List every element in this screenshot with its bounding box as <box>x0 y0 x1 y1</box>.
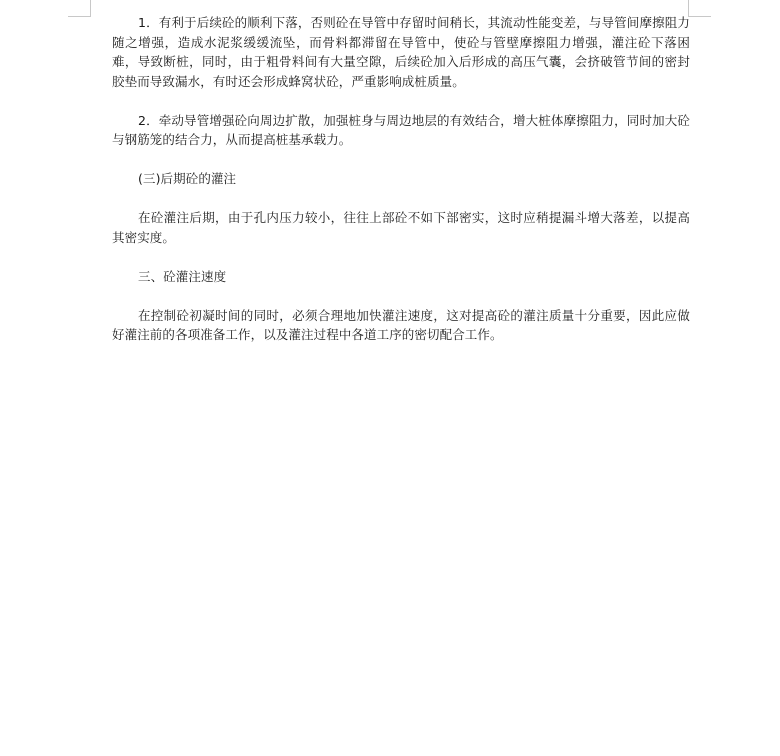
paragraph-spacer <box>112 189 690 209</box>
section-heading-pour-speed: 三、砼灌注速度 <box>138 268 227 284</box>
paragraph-spacer <box>112 150 690 170</box>
section-heading-later-pour: (三)后期砼的灌注 <box>138 171 237 186</box>
paragraph-pour-speed: 在控制砼初凝时间的同时，必须合理地加快灌注速度，这对提高砼的灌注质量十分重要，因此应做好灌注前的各项准备工作，以及灌注过程中各道工序的密切配合工作。 <box>112 307 690 342</box>
paragraph-spacer <box>112 247 690 267</box>
paragraph-spacer <box>112 91 690 111</box>
crop-mark-top-left <box>68 0 91 17</box>
crop-mark-top-right <box>688 0 711 17</box>
paragraph-spacer <box>112 286 690 306</box>
paragraph-point-1: 1．有利于后续砼的顺利下落，否则砼在导管中存留时间稍长，其流动性能变差，与导管间摩擦阻力随之增强，造成水泥浆缓缓流坠，而骨料都滞留在导管中，使砼与管壁摩擦阻力增强，灌注砼下落困难，导致断桩，同时，由于粗骨料间有大量空隙，后续砼加入后形成的高压气囊，会挤破管节间的密封胶垫而导致漏水，有时还会形成蜂窝状砼，严重影响成桩质量。 <box>112 15 690 89</box>
document-body[interactable] <box>112 13 690 345</box>
paragraph-point-2: 2．牵动导管增强砼向周边扩散，加强桩身与周边地层的有效结合，增大桩体摩擦阻力，同时加大砼与钢筋笼的结合力，从而提高桩基承载力。 <box>112 112 690 147</box>
paragraph-later-pour: 在砼灌注后期，由于孔内压力较小，往往上部砼不如下部密实，这时应稍提漏斗增大落差，以提高其密实度。 <box>112 210 690 245</box>
